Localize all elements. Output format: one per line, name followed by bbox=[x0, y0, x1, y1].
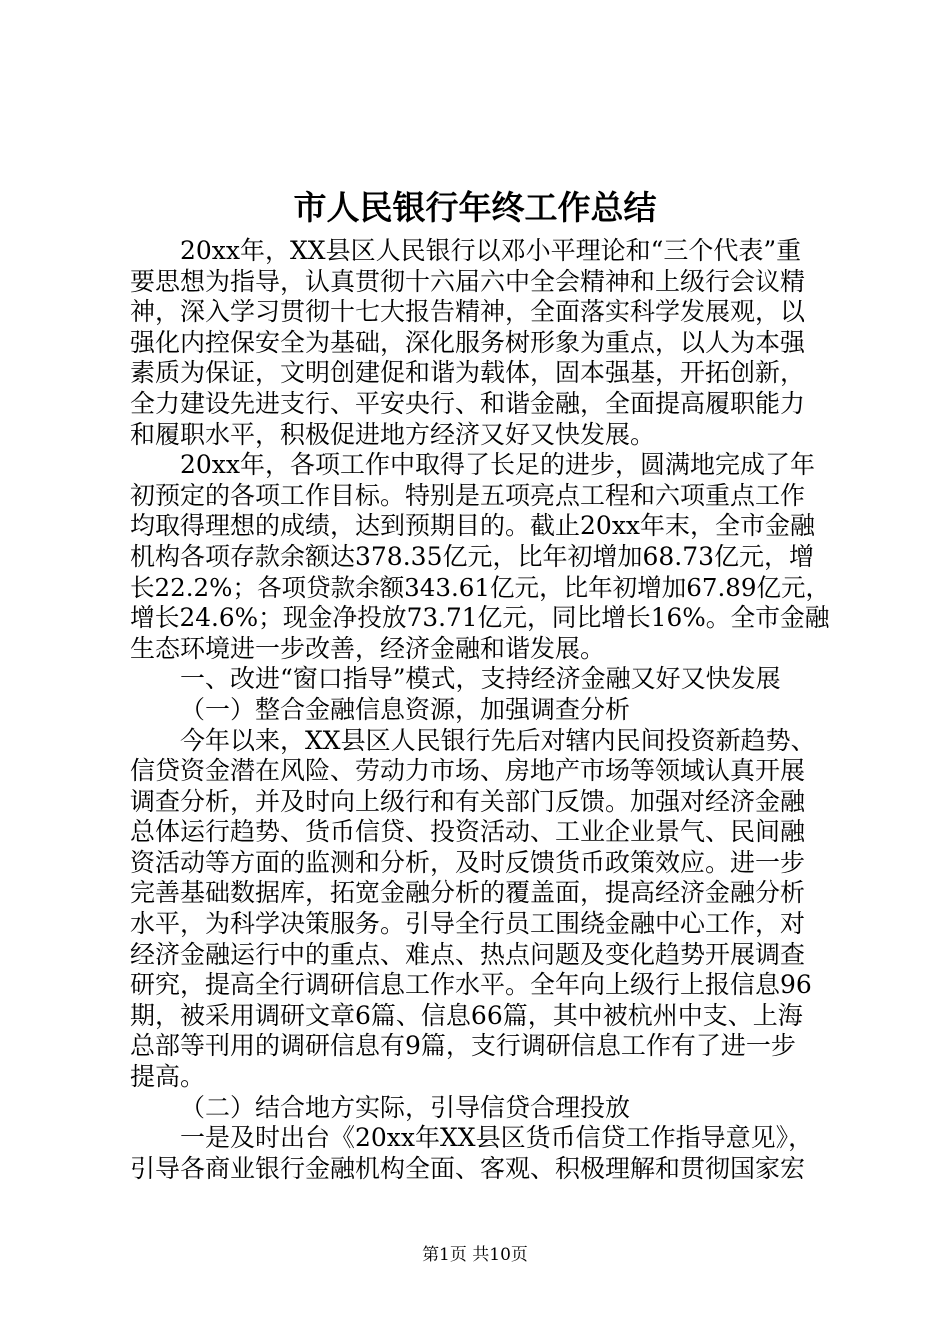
text-line: 全力建设先进支行、平安央行、和谐金融，全面提高履职能力 bbox=[130, 388, 806, 418]
text-line: 经济金融运行中的重点、难点、热点问题及变化趋势开展调查 bbox=[130, 939, 806, 969]
text-line: 一、改进“窗口指导”模式，支持经济金融又好又快发展 bbox=[180, 664, 781, 694]
text-line: 20xx年，各项工作中取得了长足的进步，圆满地完成了年 bbox=[180, 450, 816, 480]
text-line: 完善基础数据库，拓宽金融分析的覆盖面，提高经济金融分析 bbox=[130, 878, 806, 908]
document-title: 市人民银行年终工作总结 bbox=[293, 188, 657, 227]
text-line: 初预定的各项工作目标。特别是五项亮点工程和六项重点工作 bbox=[130, 480, 806, 510]
text-line: 神，深入学习贯彻十七大报告精神，全面落实科学发展观，以 bbox=[130, 297, 806, 327]
text-line: 期，被采用调研文章6篇、信息66篇，其中被杭州中支、上海 bbox=[130, 1000, 803, 1030]
text-line: 素质为保证，文明创建促和谐为载体，固本强基，开拓创新， bbox=[130, 358, 806, 388]
text-line: 今年以来，XX县区人民银行先后对辖内民间投资新趋势、 bbox=[180, 725, 816, 755]
document-body bbox=[130, 236, 830, 1184]
text-line: 调查分析，并及时向上级行和有关部门反馈。加强对经济金融 bbox=[130, 786, 806, 816]
text-line: 强化内控保安全为基础，深化服务树形象为重点，以人为本强 bbox=[130, 327, 806, 357]
text-line: 增长24.6%；现金净投放73.71亿元，同比增长16%。全市金融 bbox=[130, 603, 830, 633]
text-line: 生态环境进一步改善，经济金融和谐发展。 bbox=[130, 633, 606, 663]
text-line: 总体运行趋势、货币信贷、投资活动、工业企业景气、民间融 bbox=[130, 817, 806, 847]
text-line: 研究，提高全行调研信息工作水平。全年向上级行上报信息96 bbox=[130, 970, 812, 1000]
text-line: 总部等刊用的调研信息有9篇，支行调研信息工作有了进一步 bbox=[130, 1031, 796, 1061]
text-line: （一）整合金融信息资源，加强调查分析 bbox=[180, 694, 631, 724]
page-footer: 第1页 共10页 bbox=[422, 1245, 528, 1265]
text-line: 引导各商业银行金融机构全面、客观、积极理解和贯彻国家宏 bbox=[130, 1153, 806, 1183]
text-line: 信贷资金潜在风险、劳动力市场、房地产市场等领域认真开展 bbox=[130, 756, 806, 786]
text-line: 要思想为指导，认真贯彻十六届六中全会精神和上级行会议精 bbox=[130, 266, 806, 296]
text-line: 机构各项存款余额达378.35亿元，比年初增加68.73亿元，增 bbox=[130, 541, 815, 571]
text-line: 均取得理想的成绩，达到预期目的。截止20xx年末，全市金融 bbox=[130, 511, 816, 541]
text-line: 一是及时出台《20xx年XX县区货币信贷工作指导意见》， bbox=[180, 1123, 814, 1153]
text-line: 和履职水平，积极促进地方经济又好又快发展。 bbox=[130, 419, 656, 449]
text-line: 提高。 bbox=[130, 1062, 206, 1092]
text-line: 水平，为科学决策服务。引导全行员工围绕金融中心工作，对 bbox=[130, 909, 806, 939]
text-line: 长22.2%；各项贷款余额343.61亿元，比年初增加67.89亿元， bbox=[130, 572, 831, 602]
text-line: 20xx年，XX县区人民银行以邓小平理论和“三个代表”重 bbox=[180, 236, 802, 265]
text-line: （二）结合地方实际，引导信贷合理投放 bbox=[180, 1092, 631, 1122]
text-line: 资活动等方面的监测和分析，及时反馈货币政策效应。进一步 bbox=[130, 847, 806, 877]
